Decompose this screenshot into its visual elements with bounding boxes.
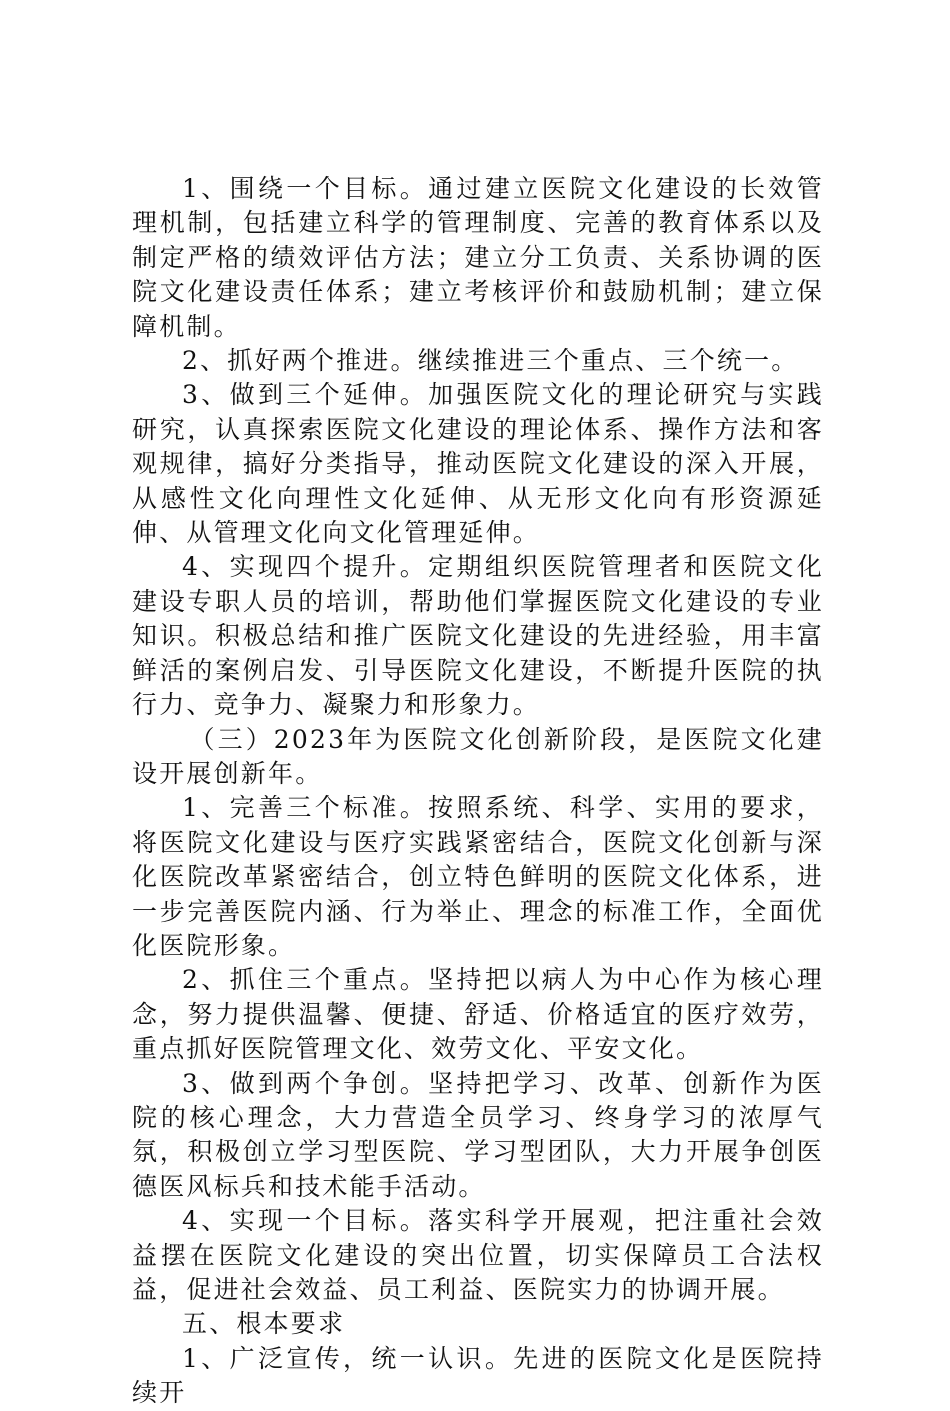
paragraph-three-focuses: 2、抓住三个重点。坚持把以病人为中心作为核心理念，努力提供温馨、便捷、舒适、价格适宜的医疗效劳，重点抓好医院管理文化、效劳文化、平安文化。 (132, 965, 824, 1064)
document-body (132, 172, 824, 1411)
paragraph-two-advances: 2、抓好两个推进。继续推进三个重点、三个统一。 (182, 346, 799, 376)
paragraph-three-standards: 1、完善三个标准。按照系统、科学、实用的要求，将医院文化建设与医疗实践紧密结合，医院文化创新与深化医院改革紧密结合，创立特色鲜明的医院文化体系，进一步完善医院内涵、行为举止、理念的标准工作，全面优化医院形象。 (132, 793, 824, 960)
paragraph-four-improvements: 4、实现四个提升。定期组织医院管理者和医院文化建设专职人员的培训，帮助他们掌握医院文化建设的专业知识。积极总结和推广医院文化建设的先进经验，用丰富鲜活的案例启发、引导医院文化建设，不断提升医院的执行力、竞争力、凝聚力和形象力。 (132, 552, 824, 720)
paragraph-goal: 1、围绕一个目标。通过建立医院文化建设的长效管理机制，包括建立科学的管理制度、完善的教育体系以及制定严格的绩效评估方法；建立分工负责、关系协调的医院文化建设责任体系；建立考核评价和鼓励机制；建立保障机制。 (132, 174, 824, 341)
paragraph-three-extensions: 3、做到三个延伸。加强医院文化的理论研究与实践研究，认真探索医院文化建设的理论体系、操作方法和客观规律，搞好分类指导，推动医院文化建设的深入开展，从感性文化向理性文化延伸、从无形文化向有形资源延伸、从管理文化向文化管理延伸。 (132, 380, 824, 548)
paragraph-one-goal: 4、实现一个目标。落实科学开展观，把注重社会效益摆在医院文化建设的突出位置，切实保障员工合法权益，促进社会效益、员工利益、医院实力的协调开展。 (132, 1206, 824, 1304)
paragraph-publicity: 1、广泛宣传，统一认识。先进的医院文化是医院持续开 (132, 1343, 824, 1408)
paragraph-two-competitions: 3、做到两个争创。坚持把学习、改革、创新作为医院的核心理念，大力营造全员学习、终身学习的浓厚气氛，积极创立学习型医院、学习型团队，大力开展争创医德医风标兵和技术能手活动。 (132, 1068, 824, 1201)
section-heading-basic-requirements: 五、根本要求 (182, 1309, 346, 1339)
section-heading-2023: （三）2023年为医院文化创新阶段，是医院文化建设开展创新年。 (132, 724, 824, 788)
